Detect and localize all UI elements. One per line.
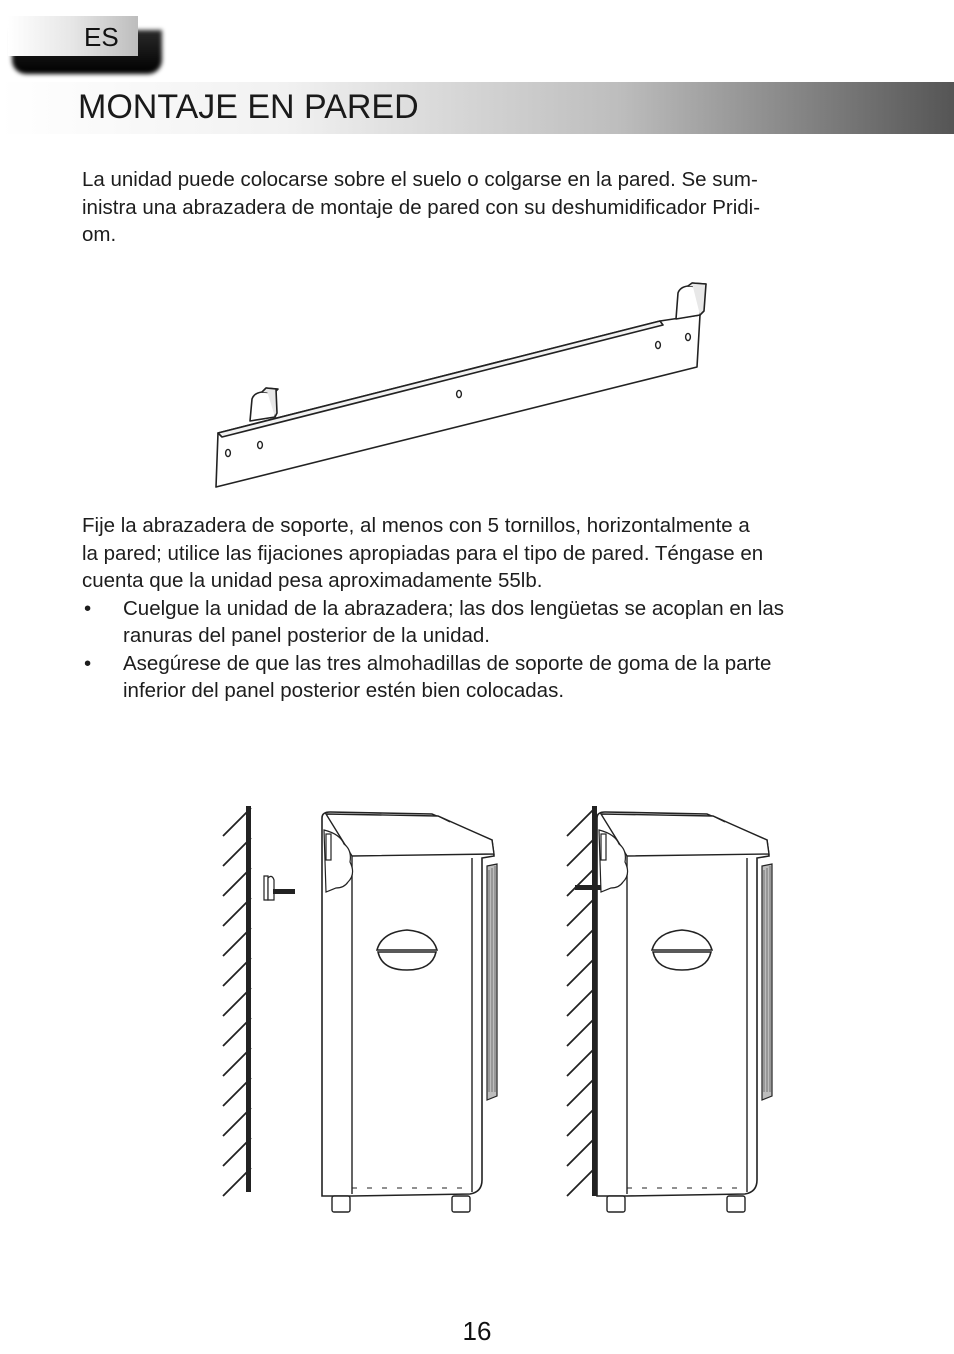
section-title-bar <box>0 82 954 134</box>
intro-line: om. <box>82 223 117 246</box>
page-title: MONTAJE EN PARED <box>78 88 419 126</box>
intro-line: La unidad puede colocarse sobre el suelo o colgarse en la pared. Se sum- <box>82 168 758 191</box>
bullet-line: ranuras del panel posterior de la unidad. <box>123 624 490 647</box>
bullet-line: Cuelgue la unidad de la abrazadera; las dos lengüetas se acoplan en las <box>123 596 785 620</box>
wall <box>246 806 251 1192</box>
bullet-symbol: • <box>84 596 92 620</box>
bullet-item <box>82 650 882 705</box>
instruction-line: la pared; utilice las fijaciones apropiadas para el tipo de pared. Téngase en <box>82 541 764 565</box>
bullet-item <box>82 595 882 650</box>
bullet-line: Asegúrese de que las tres almohadillas de soporte de goma de la parte <box>123 651 772 675</box>
wall-bracket-illustration <box>200 275 720 500</box>
instruction-line: Fije la abrazadera de soporte, al menos con 5 tornillos, horizontalmente a <box>82 514 750 537</box>
instructions-paragraph <box>82 512 882 705</box>
bracket-plate <box>216 315 700 487</box>
bullet-line: inferior del panel posterior estén bien colocadas. <box>123 679 565 702</box>
intro-line: inistra una abrazadera de montaje de pared con su deshumidificador Pridi- <box>82 195 761 219</box>
language-label: ES <box>84 22 119 52</box>
bullet-symbol: • <box>84 651 92 675</box>
page-number: 16 <box>462 1316 492 1346</box>
wall-mounting-illustration <box>215 800 785 1220</box>
right-scene-unit-mounted <box>567 806 772 1212</box>
left-scene-unit-before-mounting <box>223 806 497 1212</box>
bracket-and-screw <box>264 876 295 900</box>
instruction-bullets <box>82 595 882 705</box>
instruction-line: cuenta que la unidad pesa aproximadamente 55lb. <box>82 569 543 592</box>
intro-paragraph <box>82 166 882 249</box>
language-tab <box>8 16 158 74</box>
